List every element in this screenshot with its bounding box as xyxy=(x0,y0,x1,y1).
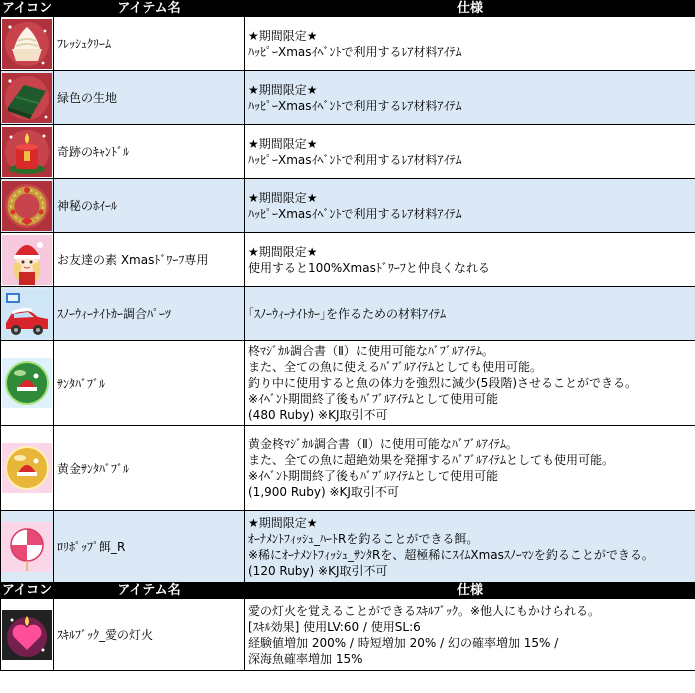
item-name: ｽｷﾙﾌﾞｯｸ_愛の灯火 xyxy=(54,599,245,671)
header-icon: アイコン xyxy=(1,1,53,16)
item-name: 奇跡のｷｬﾝﾄﾞﾙ xyxy=(54,125,245,179)
snowy-car-icon xyxy=(2,289,52,339)
header-icon: アイコン xyxy=(1,583,53,598)
item-name: ﾌﾚｯｼｭｸﾘｰﾑ xyxy=(54,17,245,71)
spec-line: ★期間限定★ xyxy=(248,515,318,530)
item-name: ｽﾉｰｳｨｰﾅｲﾄｶｰ調合ﾊﾟｰﾂ xyxy=(54,287,245,341)
header-name: アイテム名 xyxy=(54,583,245,599)
item-spec xyxy=(245,426,695,511)
spec-line: ★期間限定★ xyxy=(248,136,318,151)
spec-line: 使用すると100%Xmasﾄﾞﾜｰﾌと仲良くなれる xyxy=(248,260,490,275)
item-name: 神秘のﾎｲｰﾙ xyxy=(54,179,245,233)
santa-bubble-icon xyxy=(2,358,52,408)
spec-line: ﾊｯﾋﾟｰXmasｲﾍﾞﾝﾄで利用するﾚｱ材料ｱｲﾃﾑ xyxy=(248,44,462,59)
table-row xyxy=(1,511,695,583)
spec-line: 釣り中に使用すると魚の体力を強烈に減少(5段階)させることができる。 xyxy=(248,376,638,390)
item-spec xyxy=(245,17,695,71)
green-cloth-icon xyxy=(2,73,52,123)
header-spec: 仕様 xyxy=(245,1,695,17)
spec-line: ★期間限定★ xyxy=(248,244,318,259)
spec-line: (1,900 Ruby) ※KJ取引不可 xyxy=(248,485,399,499)
spec-line: ※稀にｵｰﾅﾒﾝﾄﾌｨｯｼｭ_ｻﾝﾀRを、超極稀にｽｲﾑXmasｽﾉｰﾏﾝを釣ることができる。 xyxy=(248,547,654,562)
item-name: 緑色の生地 xyxy=(54,71,245,125)
whipped-cream-icon xyxy=(2,19,52,69)
spec-line: (120 Ruby) ※KJ取引不可 xyxy=(248,563,388,578)
table-header-2 xyxy=(1,583,695,599)
spec-line: (480 Ruby) ※KJ取引不可 xyxy=(248,408,388,422)
table-row xyxy=(1,426,695,511)
spec-line: ﾊｯﾋﾟｰXmasｲﾍﾞﾝﾄで利用するﾚｱ材料ｱｲﾃﾑ xyxy=(248,206,462,221)
spec-line: ★期間限定★ xyxy=(248,82,318,97)
item-name: ｻﾝﾀﾊﾞﾌﾞﾙ xyxy=(54,341,245,426)
item-name: ﾛﾘﾎﾟｯﾌﾟ餌_R xyxy=(54,511,245,583)
spec-line: 経験値増加 200% / 時短増加 20% / 幻の確率増加 15% / xyxy=(248,635,559,650)
table-row xyxy=(1,233,695,287)
spec-line: ｢ｽﾉｰｳｨｰﾅｲﾄｶｰ｣を作るための材料ｱｲﾃﾑ xyxy=(248,306,447,321)
table-row xyxy=(1,125,695,179)
item-spec xyxy=(245,287,695,341)
heart-candle-icon xyxy=(2,610,52,660)
spec-line: ★期間限定★ xyxy=(248,28,318,43)
spec-line: また、全ての魚に使えるﾊﾞﾌﾞﾙｱｲﾃﾑとしても使用可能。 xyxy=(248,360,543,374)
spec-line: ｵｰﾅﾒﾝﾄﾌｨｯｼｭ_ﾊｰﾄRを釣ることができる餌。 xyxy=(248,531,479,546)
spec-line: 柊ﾏｼﾞｶﾙ調合書（Ⅱ）に使用可能なﾊﾞﾌﾞﾙｱｲﾃﾑ。 xyxy=(248,344,494,358)
item-spec xyxy=(245,233,695,287)
header-name: アイテム名 xyxy=(54,1,245,17)
item-table-2 xyxy=(0,582,695,671)
spec-line: [ｽｷﾙ効果] 使用LV:60 / 使用SL:6 xyxy=(248,619,421,634)
table-row xyxy=(1,179,695,233)
item-name: お友達の素 Xmasﾄﾞﾜｰﾌ専用 xyxy=(54,233,245,287)
item-spec xyxy=(245,599,695,671)
item-spec xyxy=(245,341,695,426)
spec-line: 愛の灯火を覚えることができるｽｷﾙﾌﾞｯｸ。※他人にもかけられる。 xyxy=(248,603,601,618)
lollipop-icon xyxy=(2,522,52,572)
item-spec xyxy=(245,71,695,125)
spec-line: また、全ての魚に超絶効果を発揮するﾊﾞﾌﾞﾙｱｲﾃﾑとしても使用可能。 xyxy=(248,453,615,467)
spec-line: ※ｲﾍﾞﾝﾄ期間終了後もﾊﾞﾌﾞﾙｱｲﾃﾑとして使用可能 xyxy=(248,392,499,406)
table-header xyxy=(1,1,695,17)
spec-line: 黄金柊ﾏｼﾞｶﾙ調合書（Ⅱ）に使用可能なﾊﾞﾌﾞﾙｱｲﾃﾑ。 xyxy=(248,437,518,451)
spec-line: ﾊｯﾋﾟｰXmasｲﾍﾞﾝﾄで利用するﾚｱ材料ｱｲﾃﾑ xyxy=(248,98,462,113)
table-row xyxy=(1,287,695,341)
table-row xyxy=(1,71,695,125)
wreath-icon xyxy=(2,181,52,231)
item-spec xyxy=(245,511,695,583)
item-spec xyxy=(245,125,695,179)
spec-line: ※ｲﾍﾞﾝﾄ期間終了後もﾊﾞﾌﾞﾙｱｲﾃﾑとして使用可能 xyxy=(248,469,499,483)
table-row xyxy=(1,599,695,671)
item-name: 黄金ｻﾝﾀﾊﾞﾌﾞﾙ xyxy=(54,426,245,511)
elf-girl-icon xyxy=(2,235,52,285)
spec-line: 深海魚確率増加 15% xyxy=(248,651,363,666)
header-spec: 仕様 xyxy=(245,583,695,599)
candle-icon xyxy=(2,127,52,177)
item-spec xyxy=(245,179,695,233)
gold-santa-bubble-icon xyxy=(2,443,52,493)
table-row xyxy=(1,17,695,71)
table-row xyxy=(1,341,695,426)
spec-line: ﾊｯﾋﾟｰXmasｲﾍﾞﾝﾄで利用するﾚｱ材料ｱｲﾃﾑ xyxy=(248,152,462,167)
spec-line: ★期間限定★ xyxy=(248,190,318,205)
